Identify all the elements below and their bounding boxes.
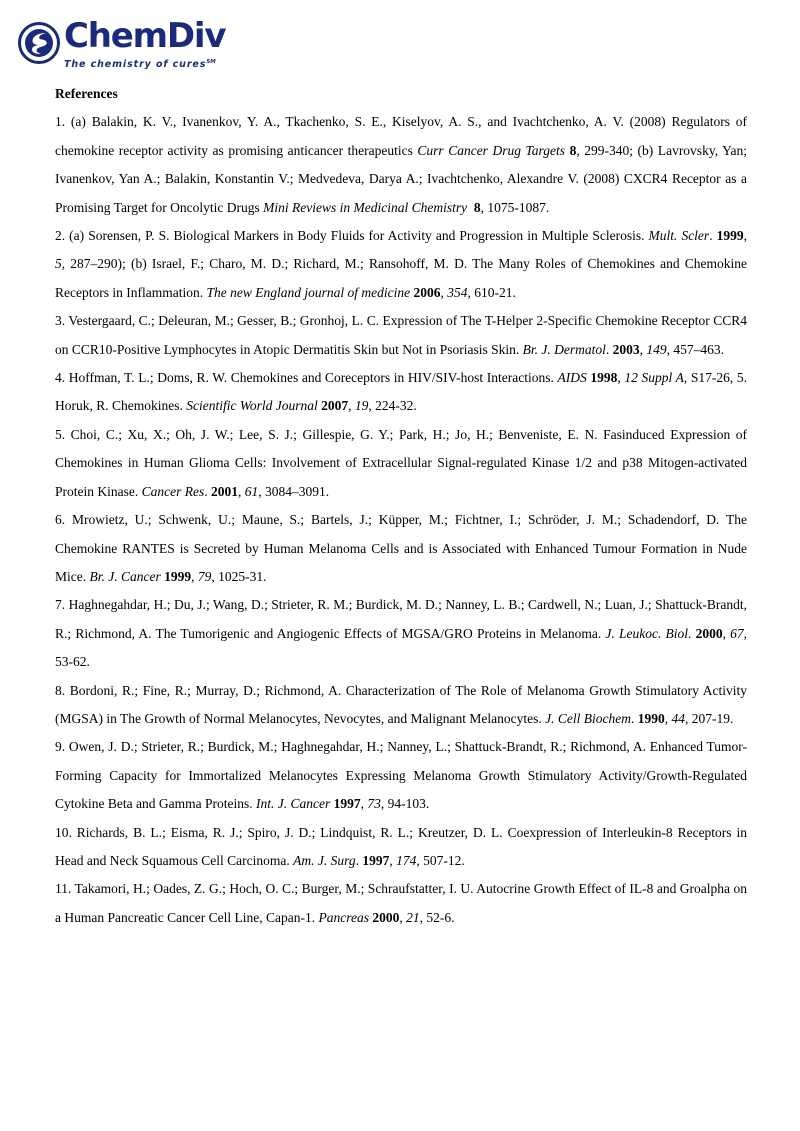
reference-entry: 10. Richards, B. L.; Eisma, R. J.; Spiro, J. D.; Lindquist, R. L.; Kreutzer, D. L. Coexpression of Interleukin-8 Receptors in Head and Neck Squamous Cell Carcinoma. Am. J. Surg. 1997, 174, 507-12. <box>55 824 747 868</box>
reference-entry: 4. Hoffman, T. L.; Doms, R. W. Chemokines and Coreceptors in HIV/SIV-host Interactions. AIDS 1998, 12 Suppl A, S17-26, 5. Horuk, R. Chemokines. Scientific World Journal 2007, 19, 224-32. <box>55 370 747 414</box>
reference-entry: 11. Takamori, H.; Oades, Z. G.; Hoch, O. C.; Burger, M.; Schraufstatter, I. U. Autocrine Growth Effect of IL-8 and Groalpha on a Human Pancreatic Cancer Cell Line, Capan-1. Pancreas 2000, 21, 52-6. <box>55 881 747 925</box>
logo-tagline-text: The chemistry of cures <box>64 59 207 70</box>
reference-entry: 5. Choi, C.; Xu, X.; Oh, J. W.; Lee, S. J.; Gillespie, G. Y.; Park, H.; Jo, H.; Benveniste, E. N. Fasinduced Expression of Chemokines in Human Glioma Cells: Involvement of Extracellular Signal-regulated Kinase 1/2 and p38 Mitogen-activated Protein Kinase. Cancer Res. 2001, 61, 3084–3091. <box>55 426 747 499</box>
references-list <box>55 108 747 932</box>
reference-entry: 7. Haghnegahdar, H.; Du, J.; Wang, D.; Strieter, R. M.; Burdick, M. D.; Nanney, L. B.; Cardwell, N.; Luan, J.; Shattuck-Brandt, R.; Richmond, A. The Tumorigenic and Angiogenic Effects of MGSA/GRO Proteins in Melanoma. J. Leukoc. Biol. 2000, 67, 53-62. <box>55 597 748 670</box>
page-title: References <box>55 86 118 101</box>
reference-entry: 8. Bordoni, R.; Fine, R.; Murray, D.; Richmond, A. Characterization of The Role of Melanoma Growth Stimulatory Activity (MGSA) in The Growth of Normal Melanocytes, Nevocytes, and Malignant Melanocytes. J. Cell Biochem. 1990, 44, 207-19. <box>55 682 747 726</box>
logo-wordmark: ChemDiv <box>64 16 226 56</box>
chemdiv-logo <box>18 18 248 70</box>
circular-swirl-logo-icon <box>18 22 60 64</box>
reference-entry: 2. (a) Sorensen, P. S. Biological Markers in Body Fluids for Activity and Progression in Multiple Sclerosis. Mult. Scler. 1999, 5, 287–290); (b) Israel, F.; Charo, M. D.; Richard, M.; Ransohoff, M. D. The Many Roles of Chemokines and Chemokine Receptors in Inflammation. The new England journal of medicine 2006, 354, 610-21. <box>55 228 747 300</box>
logo-text-group <box>64 18 244 70</box>
reference-entry: 3. Vestergaard, C.; Deleuran, M.; Gesser, B.; Gronhoj, L. C. Expression of The T-Helper 2-Specific Chemokine Receptor CCR4 on CCR10-Positive Lymphocytes in Atopic Dermatitis Skin but Not in Psoriasis Skin. Br. J. Dermatol. 2003, 149, 457–463. <box>55 313 747 357</box>
reference-entry: 9. Owen, J. D.; Strieter, R.; Burdick, M.; Haghnegahdar, H.; Nanney, L.; Shattuck-Brandt, R.; Richmond, A. Enhanced Tumor-Forming Capacity for Immortalized Melanocytes Expressing Melanoma Growth Stimulatory Activity/Growth-Regulated Cytokine Beta and Gamma Proteins. Int. J. Cancer 1997, 73, 94-103. <box>55 739 747 812</box>
reference-entry: 6. Mrowietz, U.; Schwenk, U.; Maune, S.; Bartels, J.; Küpper, M.; Fichtner, I.; Schröder, J. M.; Schadendorf, D. The Chemokine RANTES is Secreted by Human Melanoma Cells and is Associated with Enhanced Tumour Formation in Nude Mice. Br. J. Cancer 1999, 79, 1025-31. <box>55 512 747 584</box>
logo-tagline <box>64 59 216 70</box>
references-section <box>55 80 747 932</box>
logo-servicemark: SM <box>206 58 216 65</box>
reference-entry: 1. (a) Balakin, K. V., Ivanenkov, Y. A., Tkachenko, S. E., Kiselyov, A. S., and Ivachtchenko, A. V. (2008) Regulators of chemokine receptor activity as promising anticancer therapeutics Curr Cancer Drug Targets 8, 299-340; (b) Lavrovsky, Yan; Ivanenkov, Yan A.; Balakin, Konstantin V.; Medvedeva, Darya A.; Ivachtchenko, Alexandre V. (2008) CXCR4 Receptor as a Promising Target for Oncolytic Drugs Mini Reviews in Medicinal Chemistry 8, 1075-1087. <box>55 114 747 215</box>
